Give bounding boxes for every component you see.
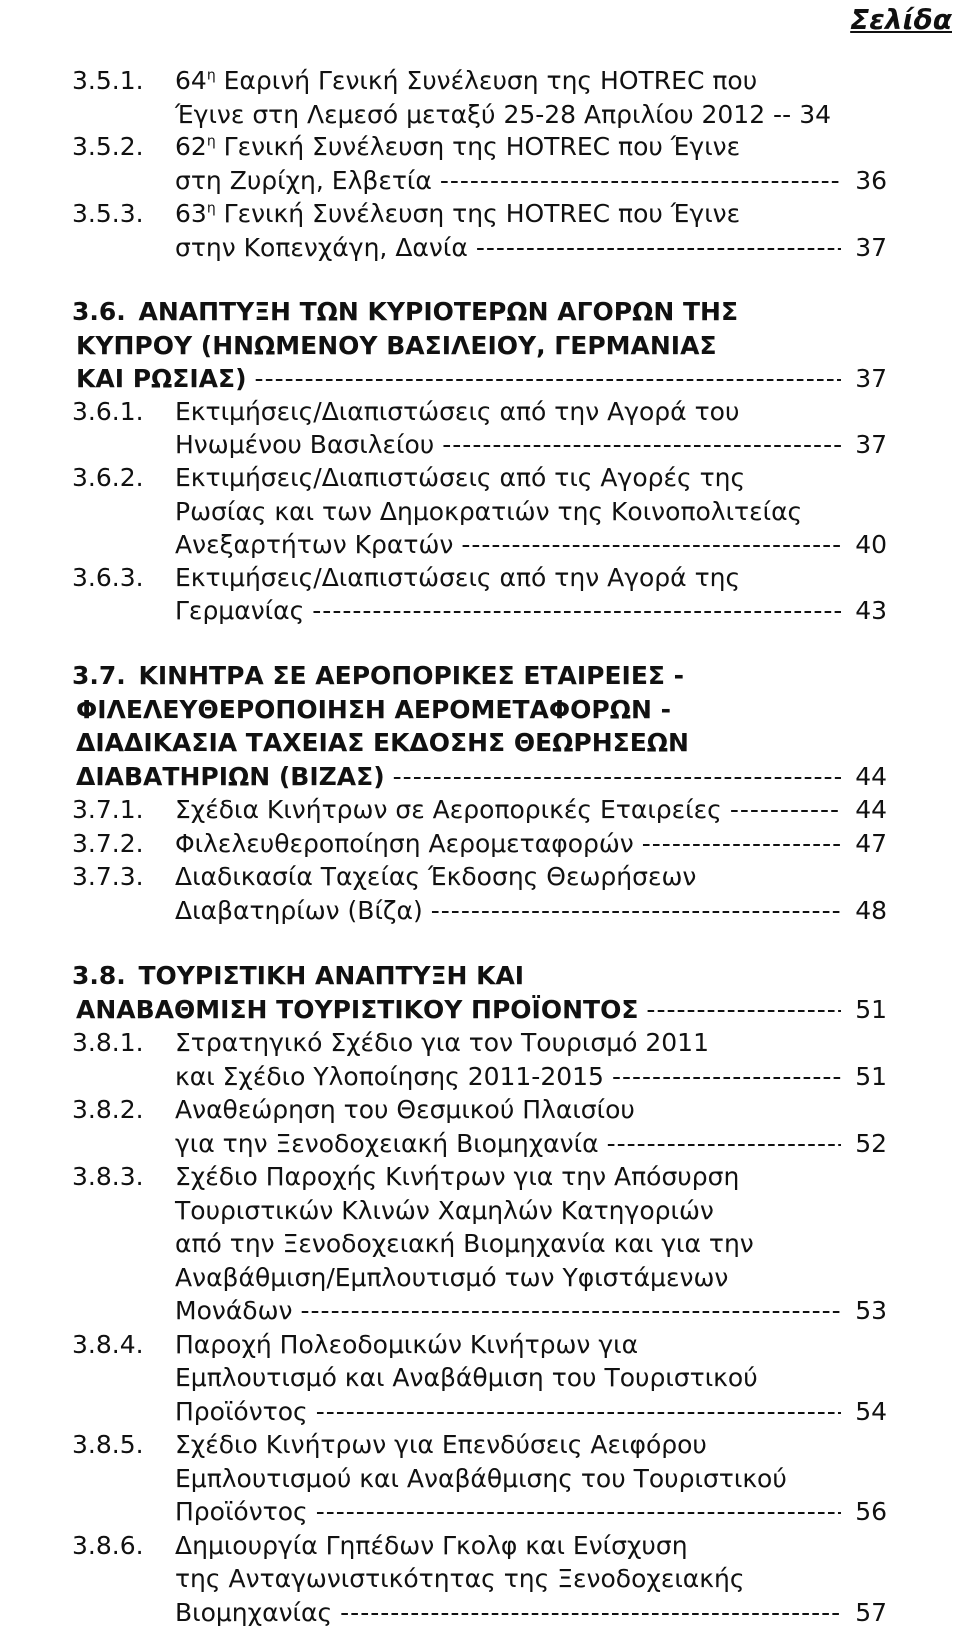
toc-page-number: 57: [855, 1598, 887, 1627]
toc-entry-number: 3.6.1.: [72, 397, 144, 426]
toc-entry-last-line[interactable]: [175, 1497, 887, 1527]
toc-section-title-line: ΔΙΑΒΑΤΗΡΙΩΝ (ΒΙΖΑΣ): [76, 762, 385, 791]
toc-entry-last-line[interactable]: [175, 1598, 887, 1628]
toc-section-title-line: ΑΝΑΒΑΘΜΙΣΗ ΤΟΥΡΙΣΤΙΚΟΥ ΠΡΟΪΟΝΤΟΣ: [76, 995, 639, 1024]
toc-entry-number: 3.8.6.: [72, 1531, 144, 1560]
toc-entry-number: 3.8.5.: [72, 1430, 144, 1459]
toc-entry-last-line[interactable]: [175, 233, 887, 263]
toc-page-number: 36: [855, 166, 887, 195]
toc-leader-dots: [393, 762, 841, 792]
toc-entry-last-line[interactable]: [175, 596, 887, 626]
toc-entry-title-line: Μονάδων: [175, 1296, 293, 1325]
toc-entry-title-line: Εμπλουτισμού και Αναβάθμισης του Τουριστικού: [175, 1464, 787, 1493]
toc-entry-title-line: Προϊόντος: [175, 1497, 308, 1526]
toc-leader-dots: [316, 1497, 841, 1527]
toc-page-number: 52: [855, 1129, 887, 1158]
toc-entry-title-line: στην Κοπενχάγη, Δανία: [175, 233, 468, 262]
toc-section-last-line[interactable]: [76, 364, 887, 394]
toc-entry-title-line: της Ανταγωνιστικότητας της Ξενοδοχειακής: [175, 1564, 745, 1593]
toc-section-number: 3.7.: [72, 661, 126, 690]
toc-entry-title-line: Φιλελευθεροποίηση Αερομεταφορών: [175, 829, 634, 858]
toc-page-number: 48: [855, 896, 887, 925]
toc-entry-title-line: Παροχή Πολεοδομικών Κινήτρων για: [175, 1330, 639, 1359]
toc-entry-last-line[interactable]: [175, 1397, 887, 1427]
toc-leader-dots: [440, 166, 841, 196]
toc-leader-dots: [607, 1129, 841, 1159]
toc-leader-dots: [255, 364, 841, 394]
toc-entry-title-line: Ανεξαρτήτων Κρατών: [175, 530, 454, 559]
toc-entry-number: 3.8.3.: [72, 1162, 144, 1191]
toc-leader-dots: [301, 1296, 841, 1326]
toc-section-last-line[interactable]: [76, 995, 887, 1025]
toc-page-number: 53: [855, 1296, 887, 1325]
toc-entry-title-line: Εκτιμήσεις/Διαπιστώσεις από την Αγορά του: [175, 397, 740, 426]
toc-entry-title-line: Τουριστικών Κλινών Χαμηλών Κατηγοριών: [175, 1196, 714, 1225]
toc-section-title-line: ΦΙΛΕΛΕΥΘΕΡΟΠΟΙΗΣΗ ΑΕΡΟΜΕΤΑΦΟΡΩΝ -: [76, 695, 671, 724]
toc-page-number: 37: [855, 233, 887, 262]
toc-entry-title-line: Αναβάθμιση/Εμπλουτισμό των Υφιστάμενων: [175, 1263, 729, 1292]
toc-entry-title-line: Εκτιμήσεις/Διαπιστώσεις από την Αγορά της: [175, 563, 741, 592]
toc-entry-last-line[interactable]: [175, 1129, 887, 1159]
toc-entry-number: 3.8.1.: [72, 1028, 144, 1057]
toc-leader-dots: [461, 530, 841, 560]
toc-page-number: 37: [855, 364, 887, 393]
toc-entry-title-line: Αναθεώρηση του Θεσμικού Πλαισίου: [175, 1095, 635, 1124]
toc-section-number: 3.6.: [72, 297, 126, 326]
toc-entry-title-line: Σχέδια Κινήτρων σε Αεροπορικές Εταιρείες: [175, 795, 722, 824]
toc-entry-number: 3.8.4.: [72, 1330, 144, 1359]
toc-page-number: 51: [855, 1062, 887, 1091]
toc-entry-number: 3.8.2.: [72, 1095, 144, 1124]
toc-entry-title-line: Εκτιμήσεις/Διαπιστώσεις από τις Αγορές της: [175, 463, 746, 492]
toc-entry-title-line: Διαβατηρίων (Βίζα): [175, 896, 423, 925]
toc-entry-number: 3.7.2.: [72, 829, 144, 858]
toc-section-title-line: ΔΙΑΔΙΚΑΣΙΑ ΤΑΧΕΙΑΣ ΕΚΔΟΣΗΣ ΘΕΩΡΗΣΕΩΝ: [76, 728, 689, 757]
toc-section-title-line: ΚΙΝΗΤΡΑ ΣΕ ΑΕΡΟΠΟΡΙΚΕΣ ΕΤΑΙΡΕΙΕΣ -: [138, 661, 685, 690]
toc-entry-title-line: Έγινε στη Λεμεσό μεταξύ 25-28 Απριλίου 2012 --: [175, 100, 792, 129]
toc-entry-title-line: Δημιουργία Γηπέδων Γκολφ και Ενίσχυση: [175, 1531, 688, 1560]
toc-entry-last-line[interactable]: [175, 100, 887, 130]
toc-entry-number: 3.5.2.: [72, 132, 144, 161]
toc-entry-last-line[interactable]: [175, 1296, 887, 1326]
toc-page-number: 56: [855, 1497, 887, 1526]
toc-entry-last-line[interactable]: [175, 166, 887, 196]
toc-entry-title-line: Ρωσίας και των Δημοκρατιών της Κοινοπολιτείας: [175, 497, 803, 526]
toc-page-number: 44: [855, 762, 887, 791]
toc-entry-title-line: Βιομηχανίας: [175, 1598, 333, 1627]
toc-page-number: 43: [855, 596, 887, 625]
toc-entry-number: 3.7.1.: [72, 795, 144, 824]
toc-entry-last-line[interactable]: [175, 430, 887, 460]
toc-entry-title-line: από την Ξενοδοχειακή Βιομηχανία και για την: [175, 1229, 754, 1258]
toc-section-title-line: ΚΥΠΡΟΥ (ΗΝΩΜΕΝΟΥ ΒΑΣΙΛΕΙΟΥ, ΓΕΡΜΑΝΙΑΣ: [76, 331, 717, 360]
toc-entry-number: 3.6.3.: [72, 563, 144, 592]
toc-entry-title-line: Διαδικασία Ταχείας Έκδοσης Θεωρήσεων: [175, 862, 697, 891]
toc-entry-title-line: Ηνωμένου Βασιλείου: [175, 430, 435, 459]
toc-leader-dots: [642, 829, 841, 859]
toc-page-number: 40: [855, 530, 887, 559]
toc-entry-title-line: $62^\eta$ Γενική Συνέλευση της HOTREC που Έγινε: [175, 132, 741, 161]
toc-entry-title-line: $63^\eta$ Γενική Συνέλευση της HOTREC που Έγινε: [175, 199, 741, 228]
toc-entry-title-line: Στρατηγικό Σχέδιο για τον Τουρισμό 2011: [175, 1028, 709, 1057]
toc-entry-number: 3.5.3.: [72, 199, 144, 228]
toc-page-number: 47: [855, 829, 887, 858]
toc-leader-dots: [340, 1598, 841, 1628]
toc-leader-dots: [646, 995, 841, 1025]
toc-page-number: 44: [855, 795, 887, 824]
toc-page-number: 51: [855, 995, 887, 1024]
toc-entry-title-line: για την Ξενοδοχειακή Βιομηχανία: [175, 1129, 599, 1158]
toc-entry-last-line[interactable]: [175, 896, 887, 926]
toc-section-title-line: ΚΑΙ ΡΩΣΙΑΣ): [76, 364, 247, 393]
toc-section-title-line: ΑΝΑΠΤΥΞΗ ΤΩΝ ΚΥΡΙΟΤΕΡΩΝ ΑΓΟΡΩΝ ΤΗΣ: [138, 297, 739, 326]
toc-leader-dots: [730, 795, 841, 825]
toc-section-title-line: ΤΟΥΡΙΣΤΙΚΗ ΑΝΑΠΤΥΞΗ ΚΑΙ: [138, 961, 525, 990]
toc-section-number: 3.8.: [72, 961, 126, 990]
toc-leader-dots: [312, 596, 841, 626]
toc-entry-title-line: Σχέδιο Παροχής Κινήτρων για την Απόσυρση: [175, 1162, 740, 1191]
toc-entry-number: 3.7.3.: [72, 862, 144, 891]
toc-leader-dots: [431, 896, 841, 926]
toc-entry-title-line: και Σχέδιο Υλοποίησης 2011-2015: [175, 1062, 604, 1091]
toc-leader-dots: [612, 1062, 841, 1092]
page-header-label: Σελίδα: [850, 3, 952, 36]
toc-page-number: 37: [855, 430, 887, 459]
toc-page-number: 54: [855, 1397, 887, 1426]
toc-entry-title-line: $64^\eta$ Εαρινή Γενική Συνέλευση της HOTREC που: [175, 66, 758, 95]
toc-entry-number: 3.5.1.: [72, 66, 144, 95]
toc-entry-last-line[interactable]: [175, 530, 887, 560]
toc-entry-last-line[interactable]: [175, 795, 887, 825]
toc-section-last-line[interactable]: [76, 762, 887, 792]
toc-entry-title-line: στη Ζυρίχη, Ελβετία: [175, 166, 432, 195]
toc-entry-title-line: Εμπλουτισμό και Αναβάθμιση του Τουριστικού: [175, 1363, 758, 1392]
toc-entry-title-line: Σχέδιο Κινήτρων για Επενδύσεις Αειφόρου: [175, 1430, 707, 1459]
toc-entry-title-line: Γερμανίας: [175, 596, 305, 625]
toc-page-number: 34: [799, 100, 832, 129]
toc-entry-last-line[interactable]: [175, 1062, 887, 1092]
toc-entry-title-line: Προϊόντος: [175, 1397, 308, 1426]
toc-leader-dots: [476, 233, 841, 263]
toc-leader-dots: [316, 1397, 841, 1427]
toc-leader-dots: [442, 430, 841, 460]
toc-entry-last-line[interactable]: [175, 829, 887, 859]
toc-entry-number: 3.6.2.: [72, 463, 144, 492]
